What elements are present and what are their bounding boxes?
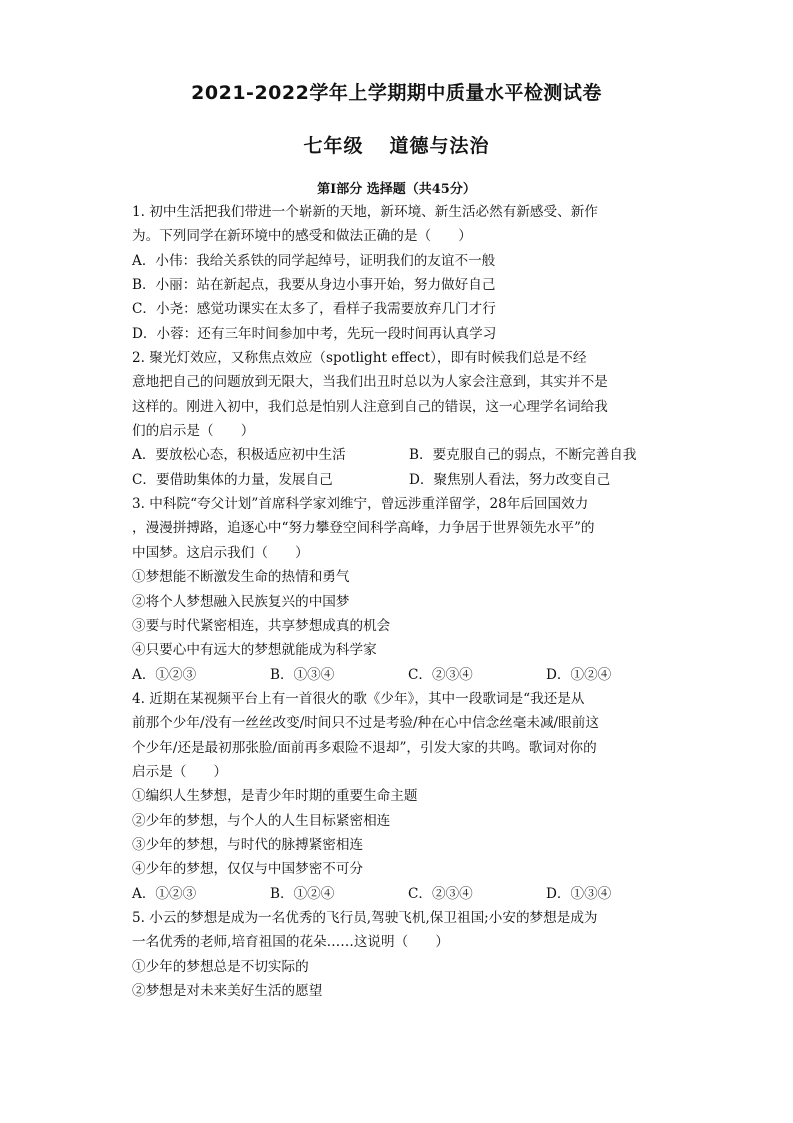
statement-item: ②梦想是对未来美好生活的愿望 xyxy=(132,983,323,999)
exam-subtitle xyxy=(0,131,793,158)
question-stem-line: 1. 初中生活把我们带进一个崭新的天地，新环境、新生活必然有新感受、新作 xyxy=(132,204,598,220)
question-stem-line: ，漫漫拼搏路，追逐心中“努力攀登空间科学高峰，力争居于世界领先水平”的 xyxy=(132,520,595,537)
option-c: C．要借助集体的力量，发展自己 xyxy=(132,471,333,488)
option-c: C．②③④ xyxy=(408,666,473,683)
option-a: A．①②③ xyxy=(132,885,197,902)
question-stem-line: 意地把自己的问题放到无限大，当我们出丑时总以为人家会注意到，其实并不是 xyxy=(132,374,608,391)
question-stem-line: 为。下列同学在新环境中的感受和做法正确的是（ ） xyxy=(132,228,472,245)
option-c: C．小尧：感觉功课实在太多了，看样子我需要放弃几门才行 xyxy=(132,301,496,318)
question-3 xyxy=(132,492,677,687)
question-stem-line: 们的启示是（ ） xyxy=(132,423,255,440)
statement-item: ①梦想能不断激发生命的热情和勇气 xyxy=(132,569,350,586)
question-stem-line: 这样的。刚进入初中，我们总是怕别人注意到自己的错误，这一心理学名词给我 xyxy=(132,398,608,415)
question-stem-line: 前那个少年/没有一丝丝改变/时间只不过是考验/种在心中信念丝毫未减/眼前这 xyxy=(132,715,599,732)
question-1 xyxy=(132,200,677,346)
option-d: D．小蓉：还有三年时间参加中考，先玩一段时间再认真学习 xyxy=(132,325,497,342)
statement-item: ①少年的梦想总是不切实际的 xyxy=(132,958,309,975)
question-stem-line: 5. 小云的梦想是成为一名优秀的飞行员,驾驶飞机,保卫祖国;小安的梦想是成为 xyxy=(132,909,598,926)
question-5 xyxy=(132,906,677,1003)
grade-label: 七年级 xyxy=(303,135,364,157)
question-2 xyxy=(132,346,677,492)
question-stem-line: 中国梦。这启示我们（ ） xyxy=(132,544,309,561)
option-a: A．小伟：我给关系铁的同学起绰号，证明我们的友谊不一般 xyxy=(132,252,496,269)
option-a: A．要放松心态，积极适应初中生活 xyxy=(132,447,346,464)
option-a: A．①②③ xyxy=(132,666,197,683)
question-4 xyxy=(132,687,677,906)
option-b: B．①③④ xyxy=(270,666,335,683)
option-b: B．小丽：站在新起点，我要从身边小事开始，努力做好自己 xyxy=(132,277,496,294)
question-stem-line: 一名优秀的老师,培育祖国的花朵……这说明（ ） xyxy=(132,934,449,951)
question-stem-line: 3. 中科院“夸父计划”首席科学家刘维宁，曾远涉重洋留学，28年后回国效力 xyxy=(132,496,589,513)
question-stem-line: 启示是（ ） xyxy=(132,763,228,780)
statement-item: ③要与时代紧密相连，共享梦想成真的机会 xyxy=(132,617,391,634)
section-heading: 第Ⅰ部分 选择题（共45分） xyxy=(317,182,476,197)
question-body xyxy=(132,200,677,1003)
statement-item: ①编织人生梦想，是青少年时期的重要生命主题 xyxy=(132,788,418,805)
question-stem-line: 4. 近期在某视频平台上有一首很火的歌《少年》，其中一段歌词是“我还是从 xyxy=(132,690,585,707)
question-stem-line: 个少年/还是最初那张脸/面前再多艰险不退却”，引发大家的共鸣。歌词对你的 xyxy=(132,739,597,756)
option-d: D．聚焦别人看法，努力改变自己 xyxy=(409,471,611,488)
option-row xyxy=(132,882,677,906)
exam-title: 2021-2022学年上学期期中质量水平检测试卷 xyxy=(191,82,602,104)
statement-item: ②将个人梦想融入民族复兴的中国梦 xyxy=(132,593,350,610)
statement-item: ④只要心中有远大的梦想就能成为科学家 xyxy=(132,642,377,659)
question-stem-line: 2. 聚光灯效应，又称焦点效应（spotlight effect），即有时候我们总是不经 xyxy=(132,350,587,367)
option-row xyxy=(132,663,677,687)
statement-item: ③少年的梦想，与时代的脉搏紧密相连 xyxy=(132,836,364,853)
option-c: C．②③④ xyxy=(408,885,473,902)
option-b: B．①②④ xyxy=(270,885,335,902)
option-row xyxy=(132,468,677,492)
statement-item: ④少年的梦想，仅仅与中国梦密不可分 xyxy=(132,861,364,878)
statement-item: ②少年的梦想，与个人的人生目标紧密相连 xyxy=(132,812,391,829)
option-b: B．要克服自己的弱点，不断完善自我 xyxy=(409,447,637,464)
option-d: D．①③④ xyxy=(546,885,612,902)
option-row xyxy=(132,443,677,467)
option-d: D．①②④ xyxy=(546,666,612,683)
subject-label: 道德与法治 xyxy=(389,135,490,157)
